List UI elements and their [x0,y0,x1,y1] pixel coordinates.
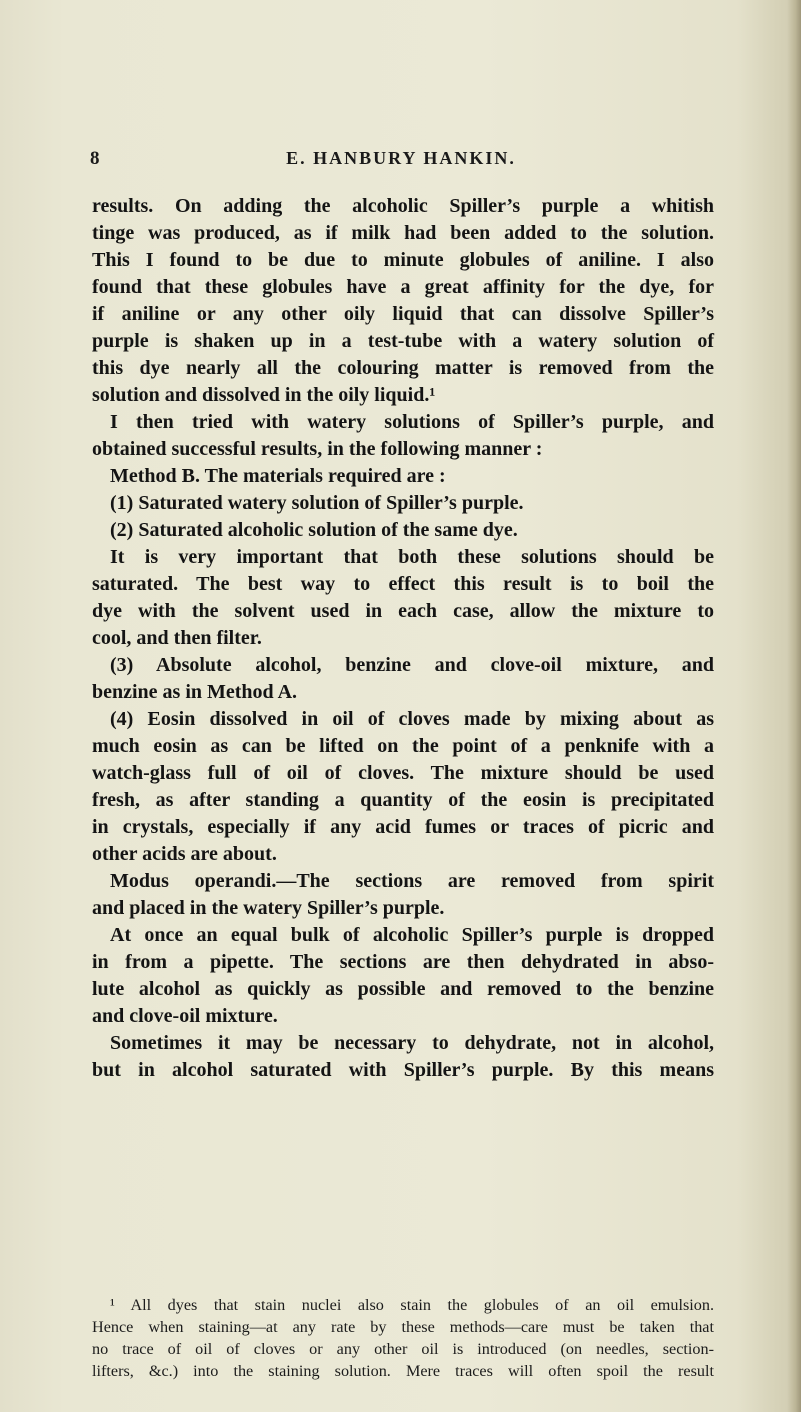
text-line: (4) Eosin dissolved in oil of cloves made by mixing about as [110,708,714,730]
text-line: other acids are about. [92,843,277,865]
text-line: but in alcohol saturated with Spiller’s purple. By this means [92,1059,714,1081]
footnotes [92,1294,714,1382]
text-line: Modus operandi.—The sections are removed from spirit [110,870,714,892]
text-line: much eosin as can be lifted on the point of a penknife with a [92,735,714,757]
text-line: benzine as in Method A. [92,681,298,703]
text-line: cool, and then filter. [92,627,262,649]
footnote-line: lifters, &c.) into the staining solution. Mere traces will often spoil the result [92,1362,714,1380]
text-line: (1) Saturated watery solution of Spiller’s purple. [110,492,524,514]
text-line: Method B. The materials required are : [110,465,446,487]
text-line: tinge was produced, as if milk had been added to the solution. [92,222,714,244]
text-line: It is very important that both these solutions should be [110,546,714,568]
footnote-line: Hence when staining—at any rate by these methods—care must be taken that [92,1318,714,1336]
body-text [92,193,714,1084]
text-line: results. On adding the alcoholic Spiller’s purple a whitish [92,195,714,217]
text-line: obtained successful results, in the following manner : [92,438,543,460]
text-line: lute alcohol as quickly as possible and removed to the benzine [92,978,714,1000]
text-line: this dye nearly all the colouring matter is removed from the [92,357,714,379]
text-line: purple is shaken up in a test-tube with a watery solution of [92,330,714,352]
text-line: (3) Absolute alcohol, benzine and clove-oil mixture, and [110,654,714,676]
text-line: and clove-oil mixture. [92,1005,278,1027]
text-line: in crystals, especially if any acid fumes or traces of picric and [92,816,714,838]
page-number: 8 [90,148,100,169]
text-line: This I found to be due to minute globules of aniline. I also [92,249,714,271]
page-header [90,148,712,172]
footnote-line: ¹ All dyes that stain nuclei also stain the globules of an oil emulsion. [110,1296,714,1314]
text-line: and placed in the watery Spiller’s purple. [92,897,445,919]
text-line: saturated. The best way to effect this result is to boil the [92,573,714,595]
text-line: in from a pipette. The sections are then dehydrated in abso- [92,951,714,973]
footnote-line: no trace of oil of cloves or any other oil is introduced (on needles, section- [92,1340,714,1358]
running-head: E. HANBURY HANKIN. [286,148,516,168]
text-line: (2) Saturated alcoholic solution of the same dye. [110,519,518,541]
text-line: Sometimes it may be necessary to dehydrate, not in alcohol, [110,1032,714,1054]
text-line: dye with the solvent used in each case, allow the mixture to [92,600,714,622]
text-line: found that these globules have a great affinity for the dye, for [92,276,714,298]
text-line: if aniline or any other oily liquid that can dissolve Spiller’s [92,303,714,325]
text-line: fresh, as after standing a quantity of the eosin is precipitated [92,789,714,811]
text-line: I then tried with watery solutions of Spiller’s purple, and [110,411,714,433]
text-line: watch-glass full of oil of cloves. The mixture should be used [92,762,714,784]
text-line: solution and dissolved in the oily liquid.¹ [92,384,436,406]
text-line: At once an equal bulk of alcoholic Spiller’s purple is dropped [110,924,714,946]
page-edge-shadow [787,0,801,1412]
